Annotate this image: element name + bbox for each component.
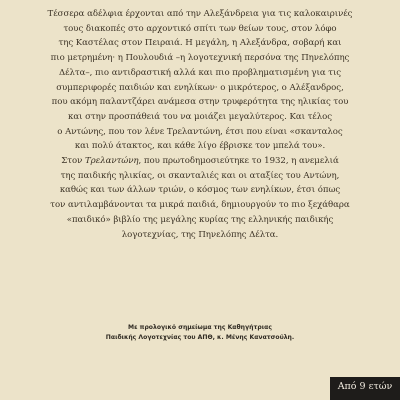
- blurb-line-text: λογοτεχνίας, της Πηνελόπης Δέλτα.: [121, 229, 279, 240]
- blurb-line-text: της παιδικής ηλικίας, οι σκανταλιές και οι αταξίες του Αντώνη,: [60, 170, 340, 181]
- blurb-line: [18, 228, 382, 243]
- blurb-line-text: Δέλτα–, πιο αντιδραστική αλλά και πιο προβληματισμένη για τις: [58, 67, 342, 78]
- book-title-italic: Τρελαντώνη: [85, 156, 139, 167]
- blurb-line: [18, 110, 382, 125]
- blurb-line-text: τον αντιλαμβάνονται τα μικρά παιδιά, δημιουργούν το πιο ξεχάθαρα: [50, 200, 350, 211]
- blurb-line-text: και στην προσπάθειά του να μοιάζει μεγαλύτερος. Και τέλος: [68, 111, 332, 122]
- preface-line-1: Με προλογικό σημείωμα της Καθηγήτριας: [128, 324, 272, 331]
- blurb-line-text: , που πρωτοδημοσιεύτηκε το 1932, η ανεμελιά: [138, 156, 339, 167]
- age-badge: Από 9 ετών: [330, 377, 400, 400]
- blurb-line-text: πιο μετρημένη· η Πουλουδιά –η λογοτεχνική περσόνα της Πηνελόπης: [50, 53, 350, 64]
- blurb-line: [18, 7, 382, 22]
- blurb-line: [18, 169, 382, 184]
- blurb-line-text: συμπεριφορές παιδιών και ενηλίκων· ο μικρότερος, ο Αλέξανδρος,: [56, 82, 344, 93]
- blurb-line: [18, 183, 382, 198]
- blurb-line: [18, 139, 382, 154]
- blurb-line: [18, 66, 382, 81]
- blurb-line-text: τους διακοπές στο αρχοντικό σπίτι των θείων τους, στον λόφο: [63, 23, 337, 34]
- blurb-line-text: «παιδικό» βιβλίο της μεγάλης κυρίας της ελληνικής παιδικής: [66, 214, 334, 225]
- blurb-line: [18, 36, 382, 51]
- blurb-line-text: Στον: [61, 156, 85, 167]
- blurb-line: [18, 125, 382, 140]
- preface-line-2: Παιδικής Λογοτεχνίας του ΑΠΘ, κ. Μένης Κανατσούλη.: [105, 334, 295, 341]
- blurb-line: [18, 51, 382, 66]
- blurb-line-text: που ακόμη παλαντζάρει ανάμεσα στην τρυφερότητα της ηλικίας του: [51, 97, 349, 108]
- blurb-line-text: της Καστέλας στον Πειραιά. Η μεγάλη, η Αλεξάνδρα, σοβαρή και: [58, 38, 342, 49]
- blurb-line-text: Τέσσερα αδέλφια έρχονται από την Αλεξάνδρεια για τις καλοκαιρινές: [47, 9, 353, 19]
- blurb-line: [18, 95, 382, 110]
- blurb-line-text: ο Αντώνης, που τον λένε Τρελαντώνη, έτσι που είναι «σκανταλος: [57, 126, 343, 137]
- blurb-text: [18, 7, 382, 242]
- blurb-line: [18, 198, 382, 213]
- preface-note: [40, 323, 360, 343]
- blurb-line-text: καθώς και των άλλων τριών, ο κόσμος των ενηλίκων, έτσι όπως: [59, 185, 341, 196]
- blurb-line: [18, 154, 382, 169]
- blurb-line: [18, 81, 382, 96]
- blurb-line: [18, 213, 382, 228]
- blurb-line-text: και πολύ άτακτος, και κάθε λίγο έβρισκε τον μπελά του».: [74, 141, 326, 152]
- blurb-line: [18, 22, 382, 37]
